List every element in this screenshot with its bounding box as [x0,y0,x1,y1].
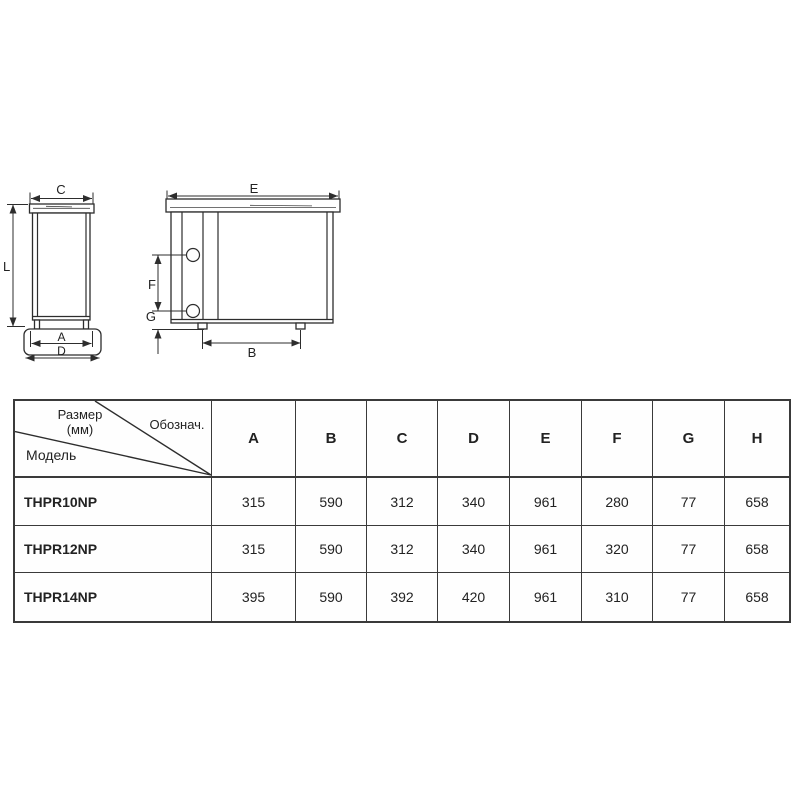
dim-label-e: E [249,181,259,196]
dimension-value-cell: 392 [367,573,438,621]
front-view-drawing [146,181,340,360]
dimension-value-cell: 961 [510,526,582,573]
dim-label-c: C [56,182,66,197]
column-header-c: C [367,401,438,478]
dimension-value-cell: 315 [212,526,296,573]
model-name-cell: THPR12NP [15,526,212,573]
column-header-h: H [725,401,789,478]
dim-label-b: B [247,345,257,360]
dim-label-l: L [3,259,11,274]
dimension-value-cell: 77 [653,526,725,573]
dimensions-table [13,399,791,623]
table-corner-cell [15,401,212,478]
column-header-a: A [212,401,296,478]
column-header-g: G [653,401,725,478]
dimension-value-cell: 312 [367,478,438,526]
dimension-value-cell: 310 [582,573,653,621]
dimension-value-cell: 420 [438,573,510,621]
column-header-d: D [438,401,510,478]
dim-label-g: G [145,309,156,324]
dimension-value-cell: 320 [582,526,653,573]
dimension-drawing [0,0,420,380]
corner-model-label: Модель [26,447,77,463]
model-name-cell: THPR10NP [15,478,212,526]
column-header-b: B [296,401,367,478]
dimension-value-cell: 280 [582,478,653,526]
dimension-value-cell: 658 [725,573,789,621]
corner-size-line2: (мм) [66,422,94,437]
dimension-value-cell: 658 [725,526,789,573]
corner-size-label [41,407,119,437]
side-view-drawing [3,182,101,358]
dimension-value-cell: 590 [296,573,367,621]
model-name-cell: THPR14NP [15,573,212,621]
column-header-e: E [510,401,582,478]
corner-designation-label: Обознач. [149,417,205,432]
corner-size-line1: Размер [57,407,103,422]
dimension-value-cell: 315 [212,478,296,526]
dimension-value-cell: 77 [653,573,725,621]
dimension-value-cell: 395 [212,573,296,621]
dimension-value-cell: 590 [296,478,367,526]
dimension-value-cell: 658 [725,478,789,526]
dimension-value-cell: 312 [367,526,438,573]
dimension-value-cell: 961 [510,478,582,526]
dimension-value-cell: 340 [438,478,510,526]
dim-label-a: A [57,330,66,344]
dimension-value-cell: 590 [296,526,367,573]
dimension-value-cell: 961 [510,573,582,621]
dimension-value-cell: 340 [438,526,510,573]
dimension-value-cell: 77 [653,478,725,526]
dim-label-f: F [148,277,156,292]
column-header-f: F [582,401,653,478]
dim-label-d: D [57,344,66,358]
